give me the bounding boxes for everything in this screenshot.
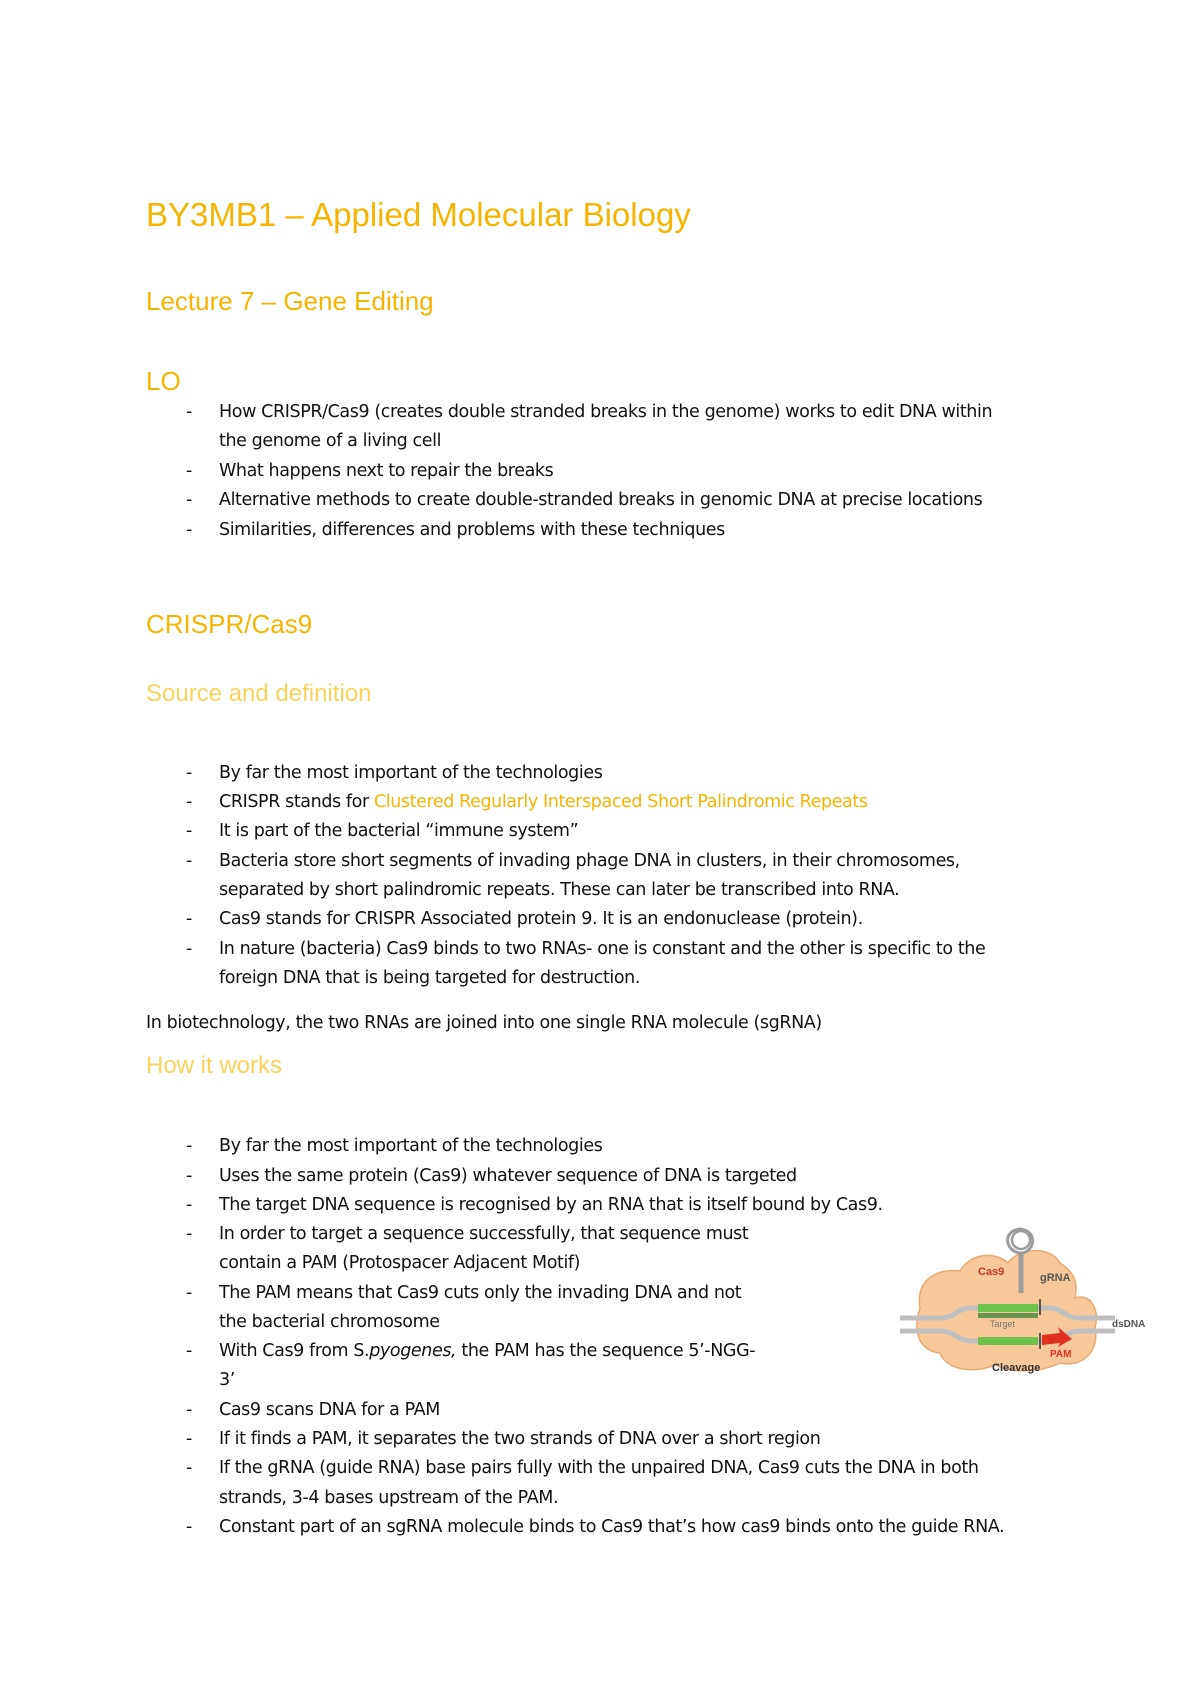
lo-item-3: Alternative methods to create double-stranded breaks in genomic DNA at precise locations bbox=[219, 490, 983, 510]
how-item-1: By far the most important of the technologies bbox=[219, 1136, 603, 1156]
sgrna-paragraph: In biotechnology, the two RNAs are joined into one single RNA molecule (sgRNA) bbox=[146, 1013, 822, 1033]
how-item-6-pre: With Cas9 from S. bbox=[219, 1341, 370, 1361]
species-name: pyogenes, bbox=[369, 1341, 457, 1361]
bullet-dash: - bbox=[186, 1458, 192, 1478]
how-item-5-line-1: The PAM means that Cas9 cuts only the invading DNA and not bbox=[219, 1283, 742, 1303]
cas9-label: Cas9 bbox=[978, 1266, 1005, 1278]
bullet-dash: - bbox=[186, 402, 192, 422]
how-item-7: Cas9 scans DNA for a PAM bbox=[219, 1400, 440, 1420]
target-label: Target bbox=[990, 1319, 1016, 1329]
grna-loop-circle bbox=[1012, 1231, 1030, 1249]
cleavage-label: Cleavage bbox=[992, 1362, 1041, 1374]
source-item-6-line-2: foreign DNA that is being targeted for destruction. bbox=[219, 968, 641, 988]
lo-item-1-line-1: How CRISPR/Cas9 (creates double stranded breaks in the genome) works to edit DNA within bbox=[219, 402, 993, 422]
bullet-dash: - bbox=[186, 520, 192, 540]
source-item-4-line-1: Bacteria store short segments of invading phage DNA in clusters, in their chromosomes, bbox=[219, 851, 960, 871]
bullet-dash: - bbox=[186, 821, 192, 841]
source-item-3: It is part of the bacterial “immune system” bbox=[219, 821, 579, 841]
bullet-dash: - bbox=[186, 792, 192, 812]
source-item-2-prefix: CRISPR stands for bbox=[219, 792, 374, 812]
bullet-dash: - bbox=[186, 909, 192, 929]
bullet-dash: - bbox=[186, 763, 192, 783]
how-item-6-line-2: 3’ bbox=[219, 1370, 235, 1390]
bullet-dash: - bbox=[186, 939, 192, 959]
lo-item-4: Similarities, differences and problems with these techniques bbox=[219, 520, 725, 540]
bullet-dash: - bbox=[186, 1166, 192, 1186]
how-item-10: Constant part of an sgRNA molecule binds to Cas9 that’s how cas9 binds onto the guide RNA. bbox=[219, 1517, 1005, 1537]
source-item-5: Cas9 stands for CRISPR Associated protein 9. It is an endonuclease (protein). bbox=[219, 909, 863, 929]
crispr-heading: CRISPR/Cas9 bbox=[146, 609, 313, 639]
how-item-8: If it finds a PAM, it separates the two strands of DNA over a short region bbox=[219, 1429, 821, 1449]
grna-label: gRNA bbox=[1040, 1272, 1071, 1284]
dsdna-label: dsDNA bbox=[1112, 1319, 1146, 1330]
bullet-dash: - bbox=[186, 1341, 192, 1361]
how-item-9-line-1: If the gRNA (guide RNA) base pairs fully with the unpaired DNA, Cas9 cuts the DNA in both bbox=[219, 1458, 979, 1478]
target-top-bar bbox=[978, 1304, 1038, 1312]
lo-heading: LO bbox=[146, 366, 181, 396]
how-item-3: The target DNA sequence is recognised by an RNA that is itself bound by Cas9. bbox=[219, 1195, 883, 1215]
source-item-2 bbox=[219, 792, 868, 812]
bullet-dash: - bbox=[186, 1195, 192, 1215]
how-item-4-line-1: In order to target a sequence successfully, that sequence must bbox=[219, 1224, 749, 1244]
bullet-dash: - bbox=[186, 1517, 192, 1537]
target-bottom-bar bbox=[978, 1337, 1038, 1345]
bullet-dash: - bbox=[186, 1400, 192, 1420]
bullet-dash: - bbox=[186, 1283, 192, 1303]
source-item-6-line-1: In nature (bacteria) Cas9 binds to two RNAs- one is constant and the other is specific to the bbox=[219, 939, 986, 959]
bullet-dash: - bbox=[186, 490, 192, 510]
pam-label: PAM bbox=[1050, 1349, 1072, 1360]
bullet-dash: - bbox=[186, 1224, 192, 1244]
bullet-dash: - bbox=[186, 1429, 192, 1449]
source-heading: Source and definition bbox=[146, 680, 372, 707]
how-item-5-line-2: the bacterial chromosome bbox=[219, 1312, 440, 1332]
bullet-dash: - bbox=[186, 461, 192, 481]
source-item-1: By far the most important of the technologies bbox=[219, 763, 603, 783]
lo-item-1-line-2: the genome of a living cell bbox=[219, 431, 442, 451]
lecture-heading: Lecture 7 – Gene Editing bbox=[146, 286, 434, 316]
how-item-6-line-1 bbox=[219, 1341, 755, 1361]
how-heading: How it works bbox=[146, 1052, 283, 1079]
how-item-6-post: the PAM has the sequence 5’-NGG- bbox=[456, 1341, 756, 1361]
document-title: BY3MB1 – Applied Molecular Biology bbox=[146, 196, 691, 233]
how-item-4-line-2: contain a PAM (Protospacer Adjacent Motif) bbox=[219, 1253, 581, 1273]
crispr-expansion: Clustered Regularly Interspaced Short Palindromic Repeats bbox=[373, 792, 868, 812]
lo-item-2: What happens next to repair the breaks bbox=[219, 461, 554, 481]
how-item-2: Uses the same protein (Cas9) whatever sequence of DNA is targeted bbox=[219, 1166, 797, 1186]
source-item-4-line-2: separated by short palindromic repeats. These can later be transcribed into RNA. bbox=[219, 880, 900, 900]
cas9-diagram bbox=[900, 1223, 1150, 1383]
bullet-dash: - bbox=[186, 1136, 192, 1156]
how-item-9-line-2: strands, 3-4 bases upstream of the PAM. bbox=[219, 1488, 559, 1508]
bullet-dash: - bbox=[186, 851, 192, 871]
grna-target-pairing bbox=[978, 1313, 1038, 1318]
